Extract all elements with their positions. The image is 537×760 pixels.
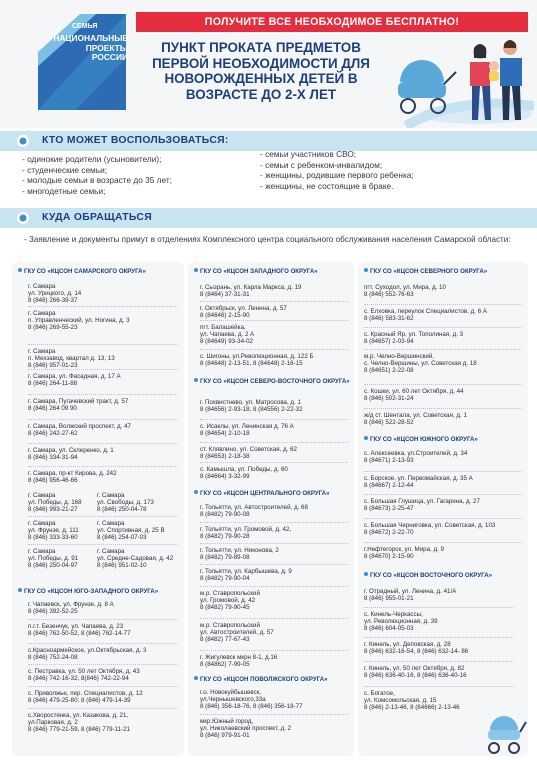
divider	[200, 462, 348, 463]
list-item: - многодетные семьи;	[22, 185, 106, 196]
divider	[28, 369, 178, 370]
divider	[364, 637, 514, 638]
divider	[364, 518, 522, 519]
branch-address: г. Самара ул. Средне-Садовая, д. 42 8 (846) 951-02-10	[97, 548, 174, 570]
divider	[28, 516, 178, 517]
logo-line: ПРОЕКТЫ	[85, 42, 128, 53]
where-intro: - Заявление и документы примут в отделениях Комплексного центра социального обслуживания населения Самарской области:	[24, 235, 511, 244]
where-section-bar	[0, 208, 537, 228]
branch-address: г. Самара п. Мехзавод, квартал д. 13, 13 8 (846) 957-01-23	[28, 348, 115, 370]
branch-address: г. Тольятти, ул. Автостроителей, д. 68 8 (8482) 79-90-08	[200, 504, 308, 519]
branch-address: г. Тольятти, ул. Никонова, 2 8 (8482) 79-89-08	[200, 547, 279, 562]
list-item: - молодые семьи в возрасте до 35 лет;	[22, 175, 172, 186]
list-item: - семьи участников СВО;	[260, 149, 357, 159]
district-center-name: ГКУ СО «КЦСОН ВОСТОЧНОГО ОКРУГА»	[370, 572, 493, 579]
logo-family-label: СЕМЬЯ	[72, 23, 98, 30]
branch-address: с. Большая Черниговка, ул. Советская, д. 103 8 (84672) 2-22-70	[364, 522, 496, 537]
branch-address: с. Борское, ул. Первомайская, д. 35 А 8 (84667) 2-12-44	[364, 475, 473, 490]
branch-address: г. Кинель, ул. 50 лет Октября, д. 82 8 (846) 636-40-16, 8 (846) 636-40-16	[364, 665, 467, 680]
where-heading: КУДА ОБРАЩАТЬСЯ	[42, 212, 153, 223]
section-marker-icon	[16, 134, 30, 148]
list-dot-icon	[194, 268, 198, 272]
district-center-heading	[18, 268, 146, 275]
divider	[364, 686, 514, 687]
branch-address: г. Самара п. Управленческий, ул. Ногина, д. 3 8 (846) 269-55-23	[28, 310, 130, 332]
branch-address: ж/д ст. Шентала, ул. Советская, д. 1 8 (846) 522-28-52	[364, 412, 467, 427]
divider	[364, 494, 522, 495]
district-center-heading	[194, 268, 318, 275]
list-item: - женщины, родившие первого ребенка;	[260, 170, 414, 181]
list-dot-icon	[194, 378, 198, 382]
divider	[200, 714, 348, 715]
branch-address: г. Отрадный, ул. Ленина, д. 41/А 8 (846) 955-01-21	[364, 588, 457, 603]
divider	[28, 619, 178, 620]
district-center-heading	[194, 676, 327, 683]
divider	[200, 419, 348, 420]
branch-address: с. Кошки, ул. 60 лет Октября, д. 44 8 (846) 502-31-24	[364, 388, 464, 403]
list-dot-icon	[18, 268, 22, 272]
district-center-heading	[18, 588, 158, 595]
divider	[28, 686, 178, 687]
branch-address: г.Нефтегорск, ул. Мира, д. 9 8 (84670) 2-15-90	[364, 546, 444, 561]
branch-address: г. Самара, ул. Фасадная, д. 17 А 8 (846) 264-11-88	[28, 373, 121, 388]
divider	[364, 661, 514, 662]
section-marker-icon	[16, 211, 30, 225]
district-center-heading	[364, 572, 492, 579]
list-item: - одинокие родители (усыновители);	[22, 154, 162, 164]
branch-address: м.р. Челно-Вершинский, с. Челно-Вершины, ул. Советская д. 18 8 (84651) 2-22-08	[364, 353, 477, 375]
branch-address: с. Богатое, ул. Комсомольская, д. 15 8 (846) 2-13-46, 8 (84666) 2-13-46	[364, 690, 460, 712]
branch-address: с.Хворостянка, ул. Казакова, д. 21, ул.Парковая, д. 2 8 (846) 779-21-59, 8 (846) 779-11-21	[28, 712, 131, 734]
family-illustration-icon	[386, 36, 534, 128]
divider	[364, 384, 522, 385]
divider	[28, 306, 178, 307]
logo-title	[48, 34, 128, 63]
branch-address: г. Чапаевск, ул. Фрунзе, д. 8 А 8 (846) 392-52-25	[28, 601, 114, 616]
divider	[28, 643, 178, 644]
district-center-name: ГКУ СО «КЦСОН ПОВОЛЖСКОГО ОКРУГА»	[200, 676, 328, 683]
divider	[28, 443, 178, 444]
branch-address: г. Сызрань, ул. Карла Маркса, д. 19 8 (8464) 37-31-31	[200, 284, 302, 299]
branch-address: с. Красный Яр, ул. Тополиная, д. 3 8 (84657) 2-03-94	[364, 331, 464, 346]
branch-address: г. Самара ул. Фрунзе, д. 111 8 (846) 333-33-60	[28, 520, 79, 542]
page-title: ПУНКТ ПРОКАТА ПРЕДМЕТОВ ПЕРВОЙ НЕОБХОДИМОСТИ ДЛЯ НОВОРОЖДЕННЫХ ДЕТЕЙ В ВОЗРАСТЕ ДО 2-Х ЛЕТ	[152, 40, 370, 102]
free-banner: ПОЛУЧИТЕ ВСЕ НЕОБХОДИМОЕ БЕСПЛАТНО!	[136, 12, 528, 32]
divider	[364, 349, 522, 350]
divider	[28, 419, 178, 420]
district-center-heading	[194, 378, 350, 385]
list-dot-icon	[364, 436, 368, 440]
branch-address: с. Большая Глушица, ул. Гагарина, д. 27 8 (84673) 2-25-47	[364, 498, 480, 513]
district-center-name: ГКУ СО «КЦСОН ЮЖНОГО ОКРУГА»	[370, 436, 478, 443]
branch-address: ст. Клявлино, ул. Советская, д. 62 8 (84653) 2-18-38	[200, 446, 297, 461]
header	[0, 0, 537, 128]
branch-address: с. Камышла, ул. Победы, д. 60 8 (84664) 3-32-99	[200, 466, 288, 481]
divider	[200, 301, 348, 302]
who-list-left	[22, 154, 262, 196]
district-center-heading	[194, 490, 329, 497]
national-projects-logo	[32, 6, 132, 118]
divider	[28, 394, 178, 395]
branch-address: г. Самара, Пугачевский тракт, д. 57 8 (846) 264 09 90	[28, 398, 129, 413]
divider	[200, 349, 348, 350]
branch-address: с. Алексеевка, ул.Строителей, д. 34 8 (84671) 2-13-93	[364, 450, 468, 465]
branch-address: пгт. Балашейка, ул. Чапаева, д. 2 А 8 (84649) 93-34-02	[200, 324, 255, 346]
branch-address: г. Жигулевск мкрн 8-1, д.16 8 (84862) 7-99-05	[200, 654, 278, 669]
divider	[200, 586, 348, 587]
district-center-heading	[364, 436, 478, 443]
divider	[200, 522, 348, 523]
who-heading: КТО МОЖЕТ ВОСПОЛЬЗОВАТЬСЯ:	[42, 135, 229, 146]
branch-address: г. Самара ул. Спортивная, д. 25 В 8 (846) 254-07-03	[97, 520, 165, 542]
divider	[200, 543, 348, 544]
branch-address: г. Тольятти, ул. Громовой, д. 42, 8 (8482) 79-90-28	[200, 526, 292, 541]
list-item: - студенческие семьи;	[22, 164, 108, 175]
branch-address: г. Октябрьск, ул. Ленина, д. 57 8 (84646) 2-15-90	[200, 305, 287, 320]
district-center-name: ГКУ СО «КЦСОН ЗАПАДНОГО ОКРУГА»	[200, 268, 318, 275]
branch-address: м.р. Ставропольский ул. Громовой, д. 42 8 (8482) 79-90-45	[200, 590, 260, 612]
divider	[200, 320, 348, 321]
district-center-name: ГКУ СО «КЦСОН СЕВЕРНОГО ОКРУГА»	[370, 268, 488, 275]
list-dot-icon	[364, 268, 368, 272]
list-item: - семьи с ребенком-инвалидом;	[260, 159, 383, 170]
branch-address: г. Самара ул. Победы, д. 168 8 (846) 993-21-27	[28, 492, 82, 514]
list-dot-icon	[364, 572, 368, 576]
divider	[28, 664, 178, 665]
divider	[364, 471, 522, 472]
branch-address: м.р. Ставропольский ул. Автостроителей, д. 57 8 (8482) 77-67-43	[200, 622, 274, 644]
branch-address: с.Красноармейское, ул.Октябрьская, д. 3 8 (846) 752-24-08	[28, 647, 147, 662]
logo-line: НАЦИОНАЛЬНЫЕ	[53, 33, 128, 43]
list-item: - женщины, не состоящие в браке.	[260, 180, 394, 191]
divider	[28, 708, 178, 709]
branch-address: г. Самара ул. Свободы, д. 173 8 (846) 250-04-78	[97, 492, 154, 514]
branch-address: с. Приволжье, пер. Специалистов, д. 12 8 (846) 479-25-80; 8 (846) 479-14-39	[28, 690, 143, 705]
branch-address: г. Кинель, ул. Деповская, д. 28 8 (846) 632-16-54, 8 (846) 632-14- 86	[364, 641, 469, 656]
who-list-right	[260, 149, 530, 191]
branch-address: г. Тольятти, ул. Карбышева, д. 9 8 (8482) 79-90-04	[200, 568, 292, 583]
branch-address: г. Самара ул. Победы, д. 91 8 (846) 250-04-97	[28, 548, 79, 570]
branch-address: с. Елховка, переулок Специалистов, д. 6 А 8 (846) 583-31-62	[364, 308, 487, 323]
branch-address: мкр.Южный город, ул. Николаевский проспект, д. 2 8 (846) 979-91-01	[200, 718, 292, 740]
branch-address: пгт. Суходол, ул. Мира, д. 10 8 (846) 552-76-63	[364, 284, 446, 299]
branch-address: г. Самара, Волжский проспект, д. 47 8 (846) 242-27-62	[28, 423, 131, 438]
branch-address: с. Пестравка, ул. 50 лет Октября, д. 43 8 (846) 742-16-32, 8(846) 742-22-94	[28, 668, 140, 683]
divider	[364, 607, 514, 608]
district-center-name: ГКУ СО «КЦСОН ЮГО-ЗАПАДНОГО ОКРУГА»	[24, 588, 159, 595]
district-center-name: ГКУ СО «КЦСОН СЕВЕРО-ВОСТОЧНОГО ОКРУГА»	[200, 378, 350, 385]
list-dot-icon	[194, 490, 198, 494]
divider	[364, 304, 522, 305]
branch-address: п.г.т. Безенчук, ул. Чапаева, д. 23 8 (846) 762-50-52, 8 (846) 762-14-77	[28, 623, 131, 638]
district-center-heading	[364, 268, 487, 275]
branch-address: с. Исаклы, ул. Ленинская д. 76 А 8 (84654) 2-10-18	[200, 423, 294, 438]
branch-address: с. Кинель-Черкассы, ул. Революционная, д. 39 8 (846) 604-05-03	[364, 611, 438, 633]
branch-address: с. Шигоны, ул.Революционная, д. 122 Б 8 (84648) 2-13-51, 8 (84648) 2-16-15	[200, 353, 314, 368]
divider	[200, 650, 348, 651]
divider	[364, 327, 522, 328]
branch-address: г. Самара ул. Урицкого, д. 14 8 (846) 266-39-37	[28, 283, 82, 305]
list-dot-icon	[194, 676, 198, 680]
logo-line: РОССИИ	[91, 52, 128, 63]
stroller-icon	[484, 712, 528, 756]
divider	[364, 542, 522, 543]
divider	[200, 618, 348, 619]
divider	[364, 408, 522, 409]
divider	[28, 544, 178, 545]
branch-address: г. Похвистнево, ул. Матросова, д. 1 8 (84656) 2-93-18, 8 (84556) 2-22-32	[200, 399, 303, 414]
divider	[28, 344, 178, 345]
branch-address: г. Самара, ул. Склеренко, д. 1 8 (846) 334-31-94	[28, 447, 114, 462]
branch-address: г. Самара, пр-кт Кирова, д. 242 8 (846) 956-46-66	[28, 470, 117, 485]
branch-address: г.о. Новокуйбышевск, ул.Чернышевского,33а 8 (846) 356-18-76, 8 (846) 356-18-77	[200, 689, 303, 711]
divider	[200, 564, 348, 565]
district-center-name: ГКУ СО «КЦСОН САМАРСКОГО ОКРУГА»	[24, 268, 146, 275]
list-dot-icon	[18, 588, 22, 592]
who-section-bar	[0, 131, 537, 151]
district-center-name: ГКУ СО «КЦСОН ЦЕНТРАЛЬНОГО ОКРУГА»	[200, 490, 330, 497]
divider	[200, 442, 348, 443]
divider	[28, 466, 178, 467]
